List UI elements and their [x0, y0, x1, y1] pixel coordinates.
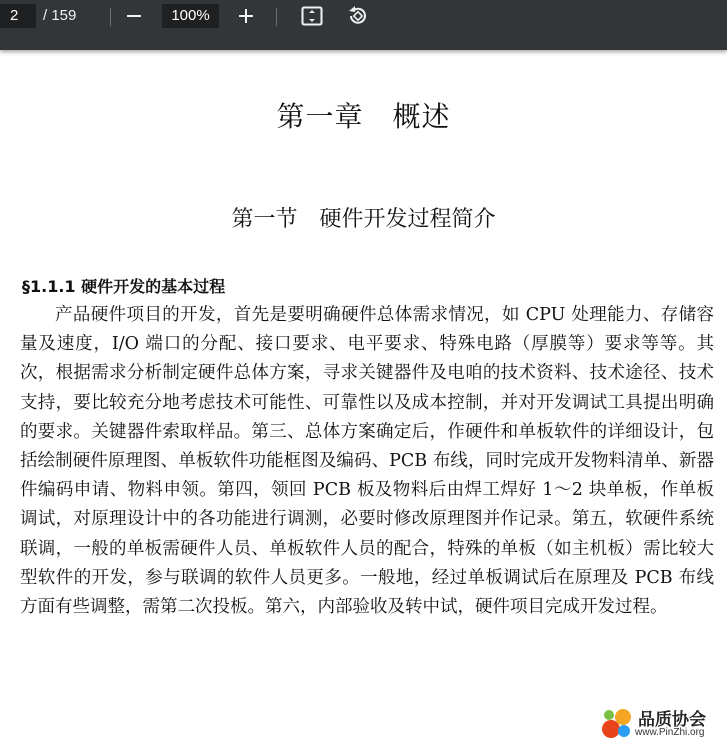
- chapter-title: 第一章 概述: [276, 100, 451, 133]
- toolbar-divider: [110, 8, 111, 26]
- pdf-toolbar: [0, 0, 727, 50]
- rotate-icon: [346, 5, 368, 27]
- watermark-logo: [595, 703, 725, 743]
- page-number-input[interactable]: 2: [0, 4, 36, 28]
- zoom-in-icon: [237, 7, 255, 25]
- zoom-out-icon: [125, 7, 143, 25]
- page-total: / 159: [43, 7, 77, 24]
- watermark-name: 品质协会: [638, 710, 706, 730]
- zoom-in-button[interactable]: [232, 4, 260, 28]
- document-page: [0, 50, 727, 743]
- subsection-title: §1.1.1 硬件开发的基本过程: [22, 277, 226, 296]
- section-title: 第一节 硬件开发过程简介: [231, 207, 496, 232]
- toolbar-divider: [276, 8, 277, 26]
- body-paragraph: 产品硬件项目的开发，首先是要明确硬件总体需求情况，如 CPU 处理能力、存储容量及速度，I/O 端口的分配、接口要求、电平要求、特殊电路（厚膜等）要求等等。其次，根据需求分析制定硬件总体方案，寻求关键器件及电咱的技术资料、技术途径、技术支持，要比较充分地考虑技术可能性、可靠性以及成本控制，并对开发调试工具提出明确的要求。关键器件索取样品。第三、总体方案确定后，作硬件和单板软件的详细设计，包括绘制硬件原理图、单板软件功能框图及编码、PCB 布线，同时完成开发物料清单、新器件编码申请、物料申领。第四，领回 PCB 板及物料后由焊工焊好 1～2 块单板，作单板调试，对原理设计中的各功能进行调测，必要时修改原理图并作记录。第五，软硬件系统联调，一般的单板需硬件人员、单板软件人员的配合，特殊的单板（如主机板）需比较大型软件的开发，参与联调的软件人员更多。一般地，经过单板调试后在原理及 PCB 布线方面有些调整，需第二次投板。第六，内部验收及转中试，硬件项目完成开发过程。: [20, 305, 714, 618]
- watermark-url: www.PinZhi.org: [635, 727, 705, 738]
- zoom-out-button[interactable]: [120, 4, 148, 28]
- zoom-level-input[interactable]: 100%: [162, 4, 219, 28]
- logo-icon: [597, 703, 637, 743]
- fit-page-button[interactable]: [298, 4, 326, 28]
- fit-page-icon: [301, 6, 323, 26]
- rotate-button[interactable]: [343, 4, 371, 28]
